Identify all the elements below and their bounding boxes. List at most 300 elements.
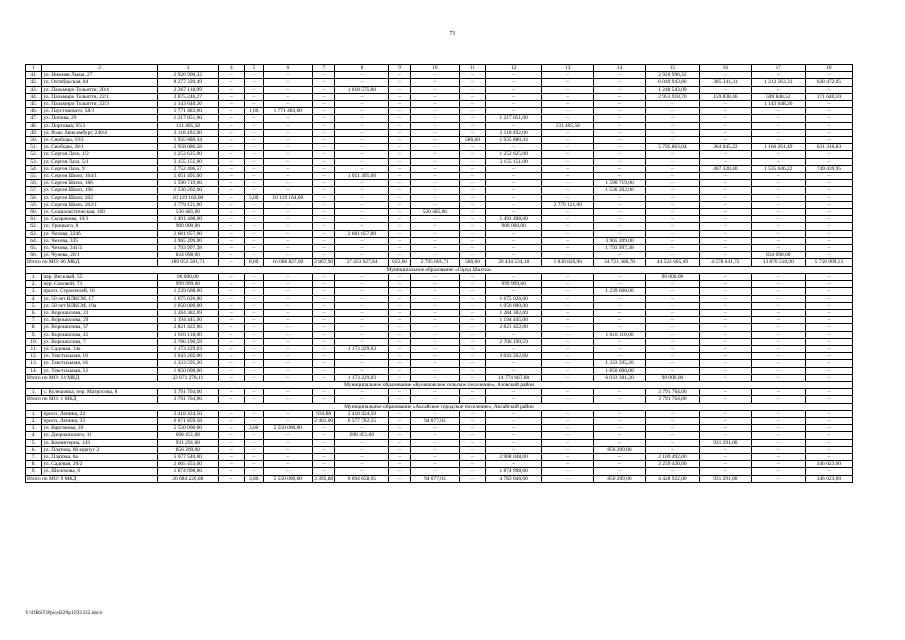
value-cell: – (389, 453, 410, 460)
value-cell: – (460, 345, 486, 352)
value-cell: – (699, 201, 751, 208)
column-number: 9 (389, 65, 410, 72)
row-index: 43. (26, 86, 42, 93)
value-cell: – (313, 115, 335, 122)
value-cell: – (263, 453, 312, 460)
value-cell: – (460, 245, 486, 252)
value-cell: – (485, 288, 541, 295)
table-row (26, 389, 853, 396)
value-cell: – (313, 165, 335, 172)
value-cell: – (805, 158, 852, 165)
total-value: – (313, 396, 335, 403)
value-cell: – (460, 353, 486, 360)
value-cell: – (594, 417, 646, 424)
value-cell: – (313, 230, 335, 237)
value-cell: – (542, 281, 594, 288)
value-cell: – (542, 209, 594, 216)
value-cell: – (645, 158, 699, 165)
total-value: – (485, 396, 541, 403)
value-cell: – (542, 216, 594, 223)
value-cell: – (244, 288, 263, 295)
total-value: 856 209,00 (594, 475, 646, 482)
value-cell: – (485, 417, 541, 424)
value-cell: – (218, 180, 244, 187)
value-cell: – (410, 93, 459, 100)
address-cell: ул. Шолохова, 6 (42, 468, 157, 475)
value-cell: – (410, 345, 459, 352)
value-cell: – (460, 288, 486, 295)
value-cell: – (645, 417, 699, 424)
value-cell: – (410, 108, 459, 115)
value-cell: – (389, 72, 410, 79)
value-cell: – (410, 353, 459, 360)
value-cell: – (485, 367, 541, 374)
value-cell: – (699, 461, 751, 468)
value-cell: – (410, 461, 459, 468)
row-index: 53. (26, 158, 42, 165)
total-value: 13 870 518,90 (751, 259, 805, 266)
value-cell: – (485, 432, 541, 439)
value-cell: 3 875 246,27 (157, 93, 218, 100)
value-cell: – (460, 173, 486, 180)
value-cell: 1 050 000,00 (485, 302, 541, 309)
value-cell: – (594, 209, 646, 216)
value-cell: – (460, 144, 486, 151)
value-cell: – (542, 432, 594, 439)
value-cell: – (335, 137, 389, 144)
value-cell: – (805, 115, 852, 122)
table-row (26, 468, 853, 475)
row-index: 46. (26, 108, 42, 115)
value-cell: 1 590 719,00 (157, 180, 218, 187)
value-cell: – (594, 281, 646, 288)
value-cell: – (389, 446, 410, 453)
row-index: 3. (26, 288, 42, 295)
value-cell: – (485, 439, 541, 446)
value-cell: – (389, 173, 410, 180)
value-cell: 6 577 782,55 (335, 417, 389, 424)
address-cell: ул. Чехова, 324б (42, 230, 157, 237)
value-cell: – (460, 461, 486, 468)
address-cell: ул. Текстильная, 16 (42, 360, 157, 367)
value-cell: – (410, 295, 459, 302)
value-cell: – (645, 288, 699, 295)
value-cell: – (410, 309, 459, 316)
table-row (26, 115, 853, 122)
value-cell: 2 908 048,00 (485, 453, 541, 460)
address-cell: ул. Попова, 29 (42, 115, 157, 122)
value-cell: – (218, 425, 244, 432)
value-cell: – (389, 353, 410, 360)
value-cell: – (485, 360, 541, 367)
value-cell: – (410, 432, 459, 439)
value-cell: – (485, 389, 541, 396)
value-cell: – (244, 345, 263, 352)
value-cell: – (460, 410, 486, 417)
value-cell: – (699, 367, 751, 374)
value-cell: – (389, 108, 410, 115)
address-cell: ул. Октябрьская, 84 (42, 79, 157, 86)
footer-file-path: Y:\ORST\Ppo\d229p1193.f22.docx (25, 610, 103, 616)
value-cell: – (485, 173, 541, 180)
value-cell: 999 999,60 (157, 281, 218, 288)
value-cell: – (594, 230, 646, 237)
value-cell: – (699, 72, 751, 79)
value-cell: – (699, 338, 751, 345)
value-cell: 171 640,59 (805, 93, 852, 100)
value-cell: – (805, 353, 852, 360)
value-cell: – (485, 410, 541, 417)
address-cell: ул. Портовая, 95/3 (42, 122, 157, 129)
value-cell: – (263, 237, 312, 244)
value-cell: 2 169 492,00 (645, 453, 699, 460)
value-cell: – (218, 331, 244, 338)
value-cell: 900 000,00 (485, 223, 541, 230)
table-row (26, 425, 853, 432)
address-cell: пер. Сиховой, 73 (42, 281, 157, 288)
value-cell: – (313, 108, 335, 115)
address-cell: ул. Пальмиро Тольятти, 22/3 (42, 101, 157, 108)
value-cell: – (244, 122, 263, 129)
row-index: 49. (26, 129, 42, 136)
value-cell: – (699, 353, 751, 360)
total-value: – (460, 396, 486, 403)
address-cell: ул. Платова, 66 корпус 2 (42, 446, 157, 453)
value-cell: – (410, 79, 459, 86)
value-cell: – (313, 461, 335, 468)
value-cell: – (389, 137, 410, 144)
value-cell: – (313, 453, 335, 460)
value-cell: – (313, 79, 335, 86)
value-cell: – (335, 101, 389, 108)
total-value: 2 795 601,71 (410, 259, 459, 266)
row-index: 8. (26, 461, 42, 468)
value-cell: 2 920 990,32 (157, 72, 218, 79)
value-cell: – (594, 144, 646, 151)
value-cell: – (218, 115, 244, 122)
address-cell: с. Кулешовка, пер. Матросова, 8 (42, 389, 157, 396)
value-cell: – (389, 194, 410, 201)
value-cell: 589 848,52 (751, 93, 805, 100)
value-cell: – (594, 79, 646, 86)
value-cell: – (699, 273, 751, 280)
value-cell: – (335, 389, 389, 396)
value-cell: – (594, 353, 646, 360)
value-cell: – (751, 317, 805, 324)
total-value: – (389, 396, 410, 403)
value-cell: – (805, 338, 852, 345)
value-cell: – (335, 209, 389, 216)
value-cell: – (805, 468, 852, 475)
table-row (26, 245, 853, 252)
row-index: 1. (26, 410, 42, 417)
value-cell: – (751, 230, 805, 237)
value-cell: – (460, 216, 486, 223)
total-value: – (410, 374, 459, 381)
total-value: 22 071 278,11 (157, 374, 218, 381)
value-cell: – (335, 367, 389, 374)
value-cell: 3 043 202,00 (157, 353, 218, 360)
value-cell: – (335, 115, 389, 122)
value-cell: – (645, 324, 699, 331)
value-cell: 3 791 764,00 (157, 389, 218, 396)
value-cell: – (645, 129, 699, 136)
value-cell: 1 051 495,00 (335, 173, 389, 180)
value-cell: – (335, 281, 389, 288)
value-cell: – (594, 389, 646, 396)
value-cell: 2 418 424,50 (335, 410, 389, 417)
value-cell: 900 000,00 (157, 223, 218, 230)
value-cell: – (594, 86, 646, 93)
value-cell: 698 451,00 (335, 432, 389, 439)
value-cell: – (542, 180, 594, 187)
value-cell: – (751, 137, 805, 144)
value-cell: 2 821 422,00 (485, 324, 541, 331)
column-number: 10 (410, 65, 459, 72)
value-cell: – (244, 158, 263, 165)
value-cell: – (313, 295, 335, 302)
value-cell: – (594, 468, 646, 475)
value-cell: – (335, 79, 389, 86)
total-value: 180 053 501,71 (157, 259, 218, 266)
total-value: 34 721 388,78 (594, 259, 646, 266)
value-cell: – (389, 245, 410, 252)
value-cell: – (460, 237, 486, 244)
value-cell: – (645, 216, 699, 223)
value-cell: – (313, 273, 335, 280)
table-row (26, 144, 853, 151)
value-cell: – (313, 252, 335, 259)
value-cell: – (335, 295, 389, 302)
total-value: 3 791 764,00 (645, 396, 699, 403)
value-cell: – (460, 281, 486, 288)
value-cell: – (410, 137, 459, 144)
value-cell: – (389, 461, 410, 468)
value-cell: – (410, 151, 459, 158)
value-cell: 6 671 859,58 (157, 417, 218, 424)
value-cell: – (244, 129, 263, 136)
row-index: 58. (26, 194, 42, 201)
value-cell: – (485, 245, 541, 252)
table-row (26, 288, 853, 295)
row-index: 9. (26, 468, 42, 475)
value-cell: – (542, 345, 594, 352)
value-cell: – (389, 101, 410, 108)
value-cell: 131 405,58 (542, 122, 594, 129)
table-row (26, 338, 853, 345)
value-cell: – (218, 439, 244, 446)
address-cell: ул. Дзержинского, 1т (42, 432, 157, 439)
value-cell: – (244, 273, 263, 280)
value-cell: – (542, 468, 594, 475)
table-row (26, 367, 853, 374)
value-cell: – (313, 324, 335, 331)
value-cell: – (645, 187, 699, 194)
value-cell: – (805, 194, 852, 201)
address-cell: ул. Текстильная, 10 (42, 353, 157, 360)
value-cell: – (313, 446, 335, 453)
value-cell: – (263, 137, 312, 144)
value-cell: – (410, 273, 459, 280)
value-cell: – (699, 108, 751, 115)
value-cell: – (263, 288, 312, 295)
value-cell: – (751, 281, 805, 288)
value-cell: – (645, 122, 699, 129)
row-index: 54. (26, 165, 42, 172)
value-cell: – (263, 338, 312, 345)
value-cell: – (699, 245, 751, 252)
value-cell: – (805, 101, 852, 108)
total-value: 5 756 909,13 (805, 259, 852, 266)
value-cell: – (244, 72, 263, 79)
value-cell: – (460, 180, 486, 187)
value-cell: – (263, 331, 312, 338)
value-cell: – (460, 187, 486, 194)
value-cell: – (313, 122, 335, 129)
total-value: – (542, 396, 594, 403)
value-cell: – (263, 273, 312, 280)
address-cell: ул. Свободы, 19/1 (42, 137, 157, 144)
value-cell: – (805, 309, 852, 316)
value-cell: 1 333 595,20 (157, 360, 218, 367)
value-cell: – (335, 461, 389, 468)
value-cell: 1 793 997,38 (157, 245, 218, 252)
value-cell: – (805, 367, 852, 374)
total-value: – (699, 396, 751, 403)
table-row (26, 432, 853, 439)
value-cell: – (335, 108, 389, 115)
value-cell: – (244, 173, 263, 180)
value-cell: – (645, 432, 699, 439)
value-cell: 3 791 764,00 (645, 389, 699, 396)
value-cell: – (389, 201, 410, 208)
table-row (26, 122, 853, 129)
total-value: 4 783 046,00 (485, 475, 541, 482)
table-row (26, 324, 853, 331)
table-row (26, 180, 853, 187)
value-cell: – (460, 331, 486, 338)
value-cell: – (805, 223, 852, 230)
row-index: 9. (26, 331, 42, 338)
value-cell: 1 850 000,00 (594, 367, 646, 374)
value-cell: – (699, 389, 751, 396)
address-cell: ул. Коминтерна, 143 (42, 439, 157, 446)
value-cell: – (594, 165, 646, 172)
table-row (26, 93, 853, 100)
value-cell: – (699, 345, 751, 352)
address-cell: ул. Сергея Шило, 196 (42, 187, 157, 194)
value-cell: – (313, 93, 335, 100)
value-cell: – (485, 122, 541, 129)
value-cell: 1 284 382,69 (157, 309, 218, 316)
value-cell: – (313, 180, 335, 187)
value-cell: – (805, 288, 852, 295)
value-cell: – (263, 245, 312, 252)
value-cell: – (313, 309, 335, 316)
value-cell: – (313, 432, 335, 439)
row-index: 3. (26, 425, 42, 432)
value-cell: – (645, 230, 699, 237)
value-cell: – (218, 237, 244, 244)
column-number: 17 (751, 65, 805, 72)
row-index: 47. (26, 115, 42, 122)
value-cell: – (389, 389, 410, 396)
value-cell: – (389, 158, 410, 165)
address-cell: ул. Сергея Шило, 202/1 (42, 201, 157, 208)
value-cell: – (594, 223, 646, 230)
row-index: 65. (26, 245, 42, 252)
value-cell: – (594, 151, 646, 158)
column-number: 12 (485, 65, 541, 72)
address-cell: ул. Текстильная, 33 (42, 367, 157, 374)
value-cell: – (594, 122, 646, 129)
value-cell: – (389, 281, 410, 288)
value-cell: – (244, 237, 263, 244)
value-cell: – (460, 115, 486, 122)
value-cell: – (751, 367, 805, 374)
value-cell: 3 965 209,00 (157, 237, 218, 244)
value-cell: – (218, 360, 244, 367)
value-cell: – (313, 144, 335, 151)
value-cell: – (389, 338, 410, 345)
value-cell: – (244, 324, 263, 331)
value-cell: – (699, 453, 751, 460)
value-cell: – (542, 79, 594, 86)
value-cell: – (263, 223, 312, 230)
value-cell: – (645, 281, 699, 288)
value-cell: – (485, 425, 541, 432)
total-row (26, 396, 853, 403)
value-cell: – (542, 165, 594, 172)
value-cell: – (410, 101, 459, 108)
value-cell: – (335, 302, 389, 309)
total-value: – (805, 396, 852, 403)
value-cell: – (751, 158, 805, 165)
value-cell: – (389, 367, 410, 374)
value-cell: – (244, 360, 263, 367)
total-value: 20 434 534,18 (485, 259, 541, 266)
value-cell: – (542, 252, 594, 259)
value-cell: – (263, 432, 312, 439)
value-cell: – (218, 122, 244, 129)
value-cell: – (263, 281, 312, 288)
value-cell: 1 771 483,00 (157, 108, 218, 115)
total-value: – (542, 374, 594, 381)
value-cell: – (313, 101, 335, 108)
value-cell: – (594, 295, 646, 302)
table-row (26, 86, 853, 93)
total-value: – (389, 374, 410, 381)
value-cell: – (389, 86, 410, 93)
value-cell: – (335, 331, 389, 338)
value-cell: – (263, 209, 312, 216)
value-cell: – (263, 86, 312, 93)
value-cell: – (218, 417, 244, 424)
value-cell: – (542, 108, 594, 115)
value-cell: – (218, 245, 244, 252)
value-cell: – (460, 453, 486, 460)
value-cell: – (244, 432, 263, 439)
total-value: – (460, 374, 486, 381)
value-cell: – (699, 101, 751, 108)
value-cell: – (244, 417, 263, 424)
value-cell: – (313, 245, 335, 252)
value-cell: – (645, 223, 699, 230)
row-index: 5. (26, 439, 42, 446)
value-cell: 1 051 495,00 (157, 173, 218, 180)
value-cell: 5 077 540,00 (157, 453, 218, 460)
value-cell: 1 590 719,00 (594, 180, 646, 187)
